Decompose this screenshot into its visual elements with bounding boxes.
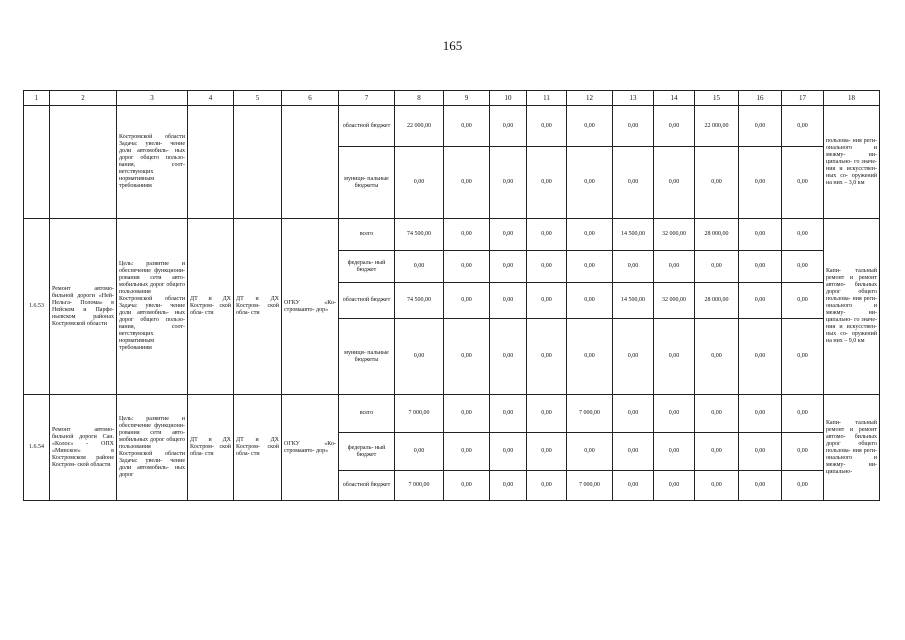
value-cell: 0,00	[527, 395, 567, 433]
value-cell: 0,00	[527, 251, 567, 283]
value-cell: 0,00	[490, 433, 527, 471]
value-cell: 0,00	[444, 106, 490, 147]
value-cell: 0,00	[739, 319, 782, 395]
funding-source-cell: всего	[339, 219, 395, 251]
value-cell: 0,00	[782, 283, 824, 319]
value-cell: 74 500,00	[395, 219, 444, 251]
value-cell: 14 500,00	[613, 283, 654, 319]
value-cell: 0,00	[527, 319, 567, 395]
value-cell: 0,00	[490, 219, 527, 251]
value-cell: 0,00	[527, 219, 567, 251]
funding-source-cell: муници- пальные бюджеты	[339, 147, 395, 219]
value-cell: 7 000,00	[567, 395, 613, 433]
value-cell: 0,00	[695, 319, 739, 395]
value-cell: 0,00	[782, 147, 824, 219]
value-cell: 0,00	[527, 106, 567, 147]
funding-source-cell: федераль- ный бюджет	[339, 251, 395, 283]
value-cell: 0,00	[490, 319, 527, 395]
value-cell: 0,00	[654, 319, 695, 395]
program-table	[23, 90, 880, 501]
value-cell: 0,00	[739, 251, 782, 283]
table-row	[24, 395, 880, 433]
header-cell: 18	[824, 91, 880, 106]
header-cell: 15	[695, 91, 739, 106]
value-cell: 0,00	[613, 471, 654, 501]
goal-task-cell: Костромской области Задача: увели- чение доли автомобиль- ных дорог общего пользо- вания, соот- ветствующих нормативным требованиям	[117, 106, 188, 219]
value-cell: 22 000,00	[695, 106, 739, 147]
header-cell: 17	[782, 91, 824, 106]
executor-cell: ДТ и ДХ Костром- ской обла- сти	[188, 219, 234, 395]
value-cell: 22 000,00	[395, 106, 444, 147]
header-cell: 1	[24, 91, 50, 106]
value-cell: 0,00	[739, 219, 782, 251]
header-cell: 11	[527, 91, 567, 106]
value-cell: 28 000,00	[695, 219, 739, 251]
funding-source-cell: областной бюджет	[339, 106, 395, 147]
value-cell: 0,00	[782, 395, 824, 433]
value-cell: 0,00	[695, 433, 739, 471]
value-cell: 0,00	[654, 395, 695, 433]
value-cell: 0,00	[490, 147, 527, 219]
table-row	[24, 219, 880, 251]
item-name-cell	[50, 106, 117, 219]
executor-cell	[188, 106, 234, 219]
coexecutor-cell: ДТ и ДХ Костром- ской обла- сти	[234, 395, 282, 501]
header-cell: 13	[613, 91, 654, 106]
value-cell: 0,00	[490, 395, 527, 433]
value-cell: 32 000,00	[654, 283, 695, 319]
value-cell: 0,00	[567, 219, 613, 251]
value-cell: 0,00	[695, 251, 739, 283]
participant-cell: ОГКУ «Ко- стромаавто- дор»	[282, 395, 339, 501]
funding-source-cell: всего	[339, 395, 395, 433]
header-cell: 8	[395, 91, 444, 106]
header-cell: 16	[739, 91, 782, 106]
item-name-cell: Ремонт автомо- бильной дороги «Ней-Нельга- Полома» в Нейском и Парфе- ньевском районах Костромской области	[50, 219, 117, 395]
value-cell: 0,00	[490, 106, 527, 147]
funding-source-cell: муници- пальные бюджеты	[339, 319, 395, 395]
value-cell: 0,00	[782, 106, 824, 147]
value-cell: 0,00	[654, 147, 695, 219]
value-cell: 32 000,00	[654, 219, 695, 251]
value-cell: 0,00	[695, 395, 739, 433]
value-cell: 7 000,00	[395, 471, 444, 501]
value-cell: 0,00	[444, 395, 490, 433]
participant-cell	[282, 106, 339, 219]
value-cell: 0,00	[444, 147, 490, 219]
value-cell: 0,00	[490, 283, 527, 319]
value-cell: 0,00	[527, 283, 567, 319]
table-row	[24, 106, 880, 147]
header-cell: 6	[282, 91, 339, 106]
value-cell: 0,00	[739, 106, 782, 147]
header-cell: 14	[654, 91, 695, 106]
value-cell: 0,00	[444, 319, 490, 395]
value-cell: 0,00	[739, 395, 782, 433]
value-cell: 0,00	[782, 471, 824, 501]
header-cell: 3	[117, 91, 188, 106]
funding-source-cell: федераль- ный бюджет	[339, 433, 395, 471]
value-cell: 0,00	[613, 251, 654, 283]
header-cell: 5	[234, 91, 282, 106]
value-cell: 0,00	[739, 283, 782, 319]
value-cell: 0,00	[444, 219, 490, 251]
value-cell: 0,00	[654, 433, 695, 471]
result-cell: Капи- тальный ремонт и ремонт автомо- бильных дорог общего пользова- ния реги- онального и межму- ни- ципально- го значе- ния и искусствен- ных со- оружений на них – 9,0 км	[824, 219, 880, 395]
value-cell: 7 000,00	[567, 471, 613, 501]
value-cell: 0,00	[567, 147, 613, 219]
item-name-cell: Ремонт автомо- бильной дороги Сан. «Колос» - ОПХ «Минское» в Костромском районе Костром- ской области	[50, 395, 117, 501]
participant-cell: ОГКУ «Ко- стромаавто- дор»	[282, 219, 339, 395]
coexecutor-cell: ДТ и ДХ Костром- ской обла- сти	[234, 219, 282, 395]
value-cell: 0,00	[782, 251, 824, 283]
header-cell: 4	[188, 91, 234, 106]
value-cell: 0,00	[395, 319, 444, 395]
value-cell: 0,00	[613, 319, 654, 395]
value-cell: 0,00	[613, 147, 654, 219]
header-cell: 9	[444, 91, 490, 106]
goal-task-cell: Цель: развитие и обеспечение функциони- рования сети авто- мобильных дорог общего пользования Костромской области Задача: увели- чение доли автомобиль- ных дорог общего пользо- вания, соот- ветствующих нормативным требованиям	[117, 219, 188, 395]
value-cell: 0,00	[613, 106, 654, 147]
coexecutor-cell	[234, 106, 282, 219]
value-cell: 0,00	[739, 471, 782, 501]
value-cell: 0,00	[444, 283, 490, 319]
header-row	[24, 91, 880, 106]
value-cell: 0,00	[527, 471, 567, 501]
item-number-cell: 1.6.53	[24, 219, 50, 395]
value-cell: 0,00	[695, 471, 739, 501]
value-cell: 14 500,00	[613, 219, 654, 251]
value-cell: 0,00	[527, 433, 567, 471]
value-cell: 0,00	[490, 471, 527, 501]
value-cell: 0,00	[490, 251, 527, 283]
value-cell: 0,00	[395, 147, 444, 219]
value-cell: 0,00	[567, 251, 613, 283]
value-cell: 7 000,00	[395, 395, 444, 433]
value-cell: 0,00	[444, 433, 490, 471]
value-cell: 0,00	[567, 433, 613, 471]
value-cell: 0,00	[654, 251, 695, 283]
header-cell: 7	[339, 91, 395, 106]
value-cell: 0,00	[782, 319, 824, 395]
value-cell: 0,00	[567, 283, 613, 319]
page-number: 165	[442, 38, 463, 53]
executor-cell: ДТ и ДХ Костром- ской обла- сти	[188, 395, 234, 501]
header-cell: 2	[50, 91, 117, 106]
result-cell: Капи- тальный ремонт и ремонт автомо- бильных дорог общего пользова- ния реги- онального и межму- ни- ципально-	[824, 395, 880, 501]
value-cell: 0,00	[444, 251, 490, 283]
value-cell: 0,00	[527, 147, 567, 219]
value-cell: 0,00	[782, 219, 824, 251]
value-cell: 0,00	[654, 106, 695, 147]
value-cell: 28 000,00	[695, 283, 739, 319]
value-cell: 0,00	[695, 147, 739, 219]
funding-source-cell: областной бюджет	[339, 283, 395, 319]
value-cell: 0,00	[613, 433, 654, 471]
header-cell: 10	[490, 91, 527, 106]
value-cell: 0,00	[739, 147, 782, 219]
value-cell: 0,00	[444, 471, 490, 501]
value-cell: 0,00	[567, 319, 613, 395]
value-cell: 0,00	[739, 433, 782, 471]
value-cell: 0,00	[395, 433, 444, 471]
funding-source-cell: областной бюджет	[339, 471, 395, 501]
goal-task-cell: Цель: развитие и обеспечение функциони- рования сети авто- мобильных дорог общего пользования Костромской области Задача: увели- чение доли автомобиль- ных дорог	[117, 395, 188, 501]
value-cell: 0,00	[613, 395, 654, 433]
value-cell: 0,00	[654, 471, 695, 501]
value-cell: 0,00	[567, 106, 613, 147]
value-cell: 0,00	[395, 251, 444, 283]
value-cell: 74 500,00	[395, 283, 444, 319]
value-cell: 0,00	[782, 433, 824, 471]
header-cell: 12	[567, 91, 613, 106]
item-number-cell	[24, 106, 50, 219]
result-cell: пользова- ния реги- онального и межму- ни- ципально- го значе- ния и искусствен- ных со- оружений на них – 3,0 км	[824, 106, 880, 219]
item-number-cell: 1.6.54	[24, 395, 50, 501]
